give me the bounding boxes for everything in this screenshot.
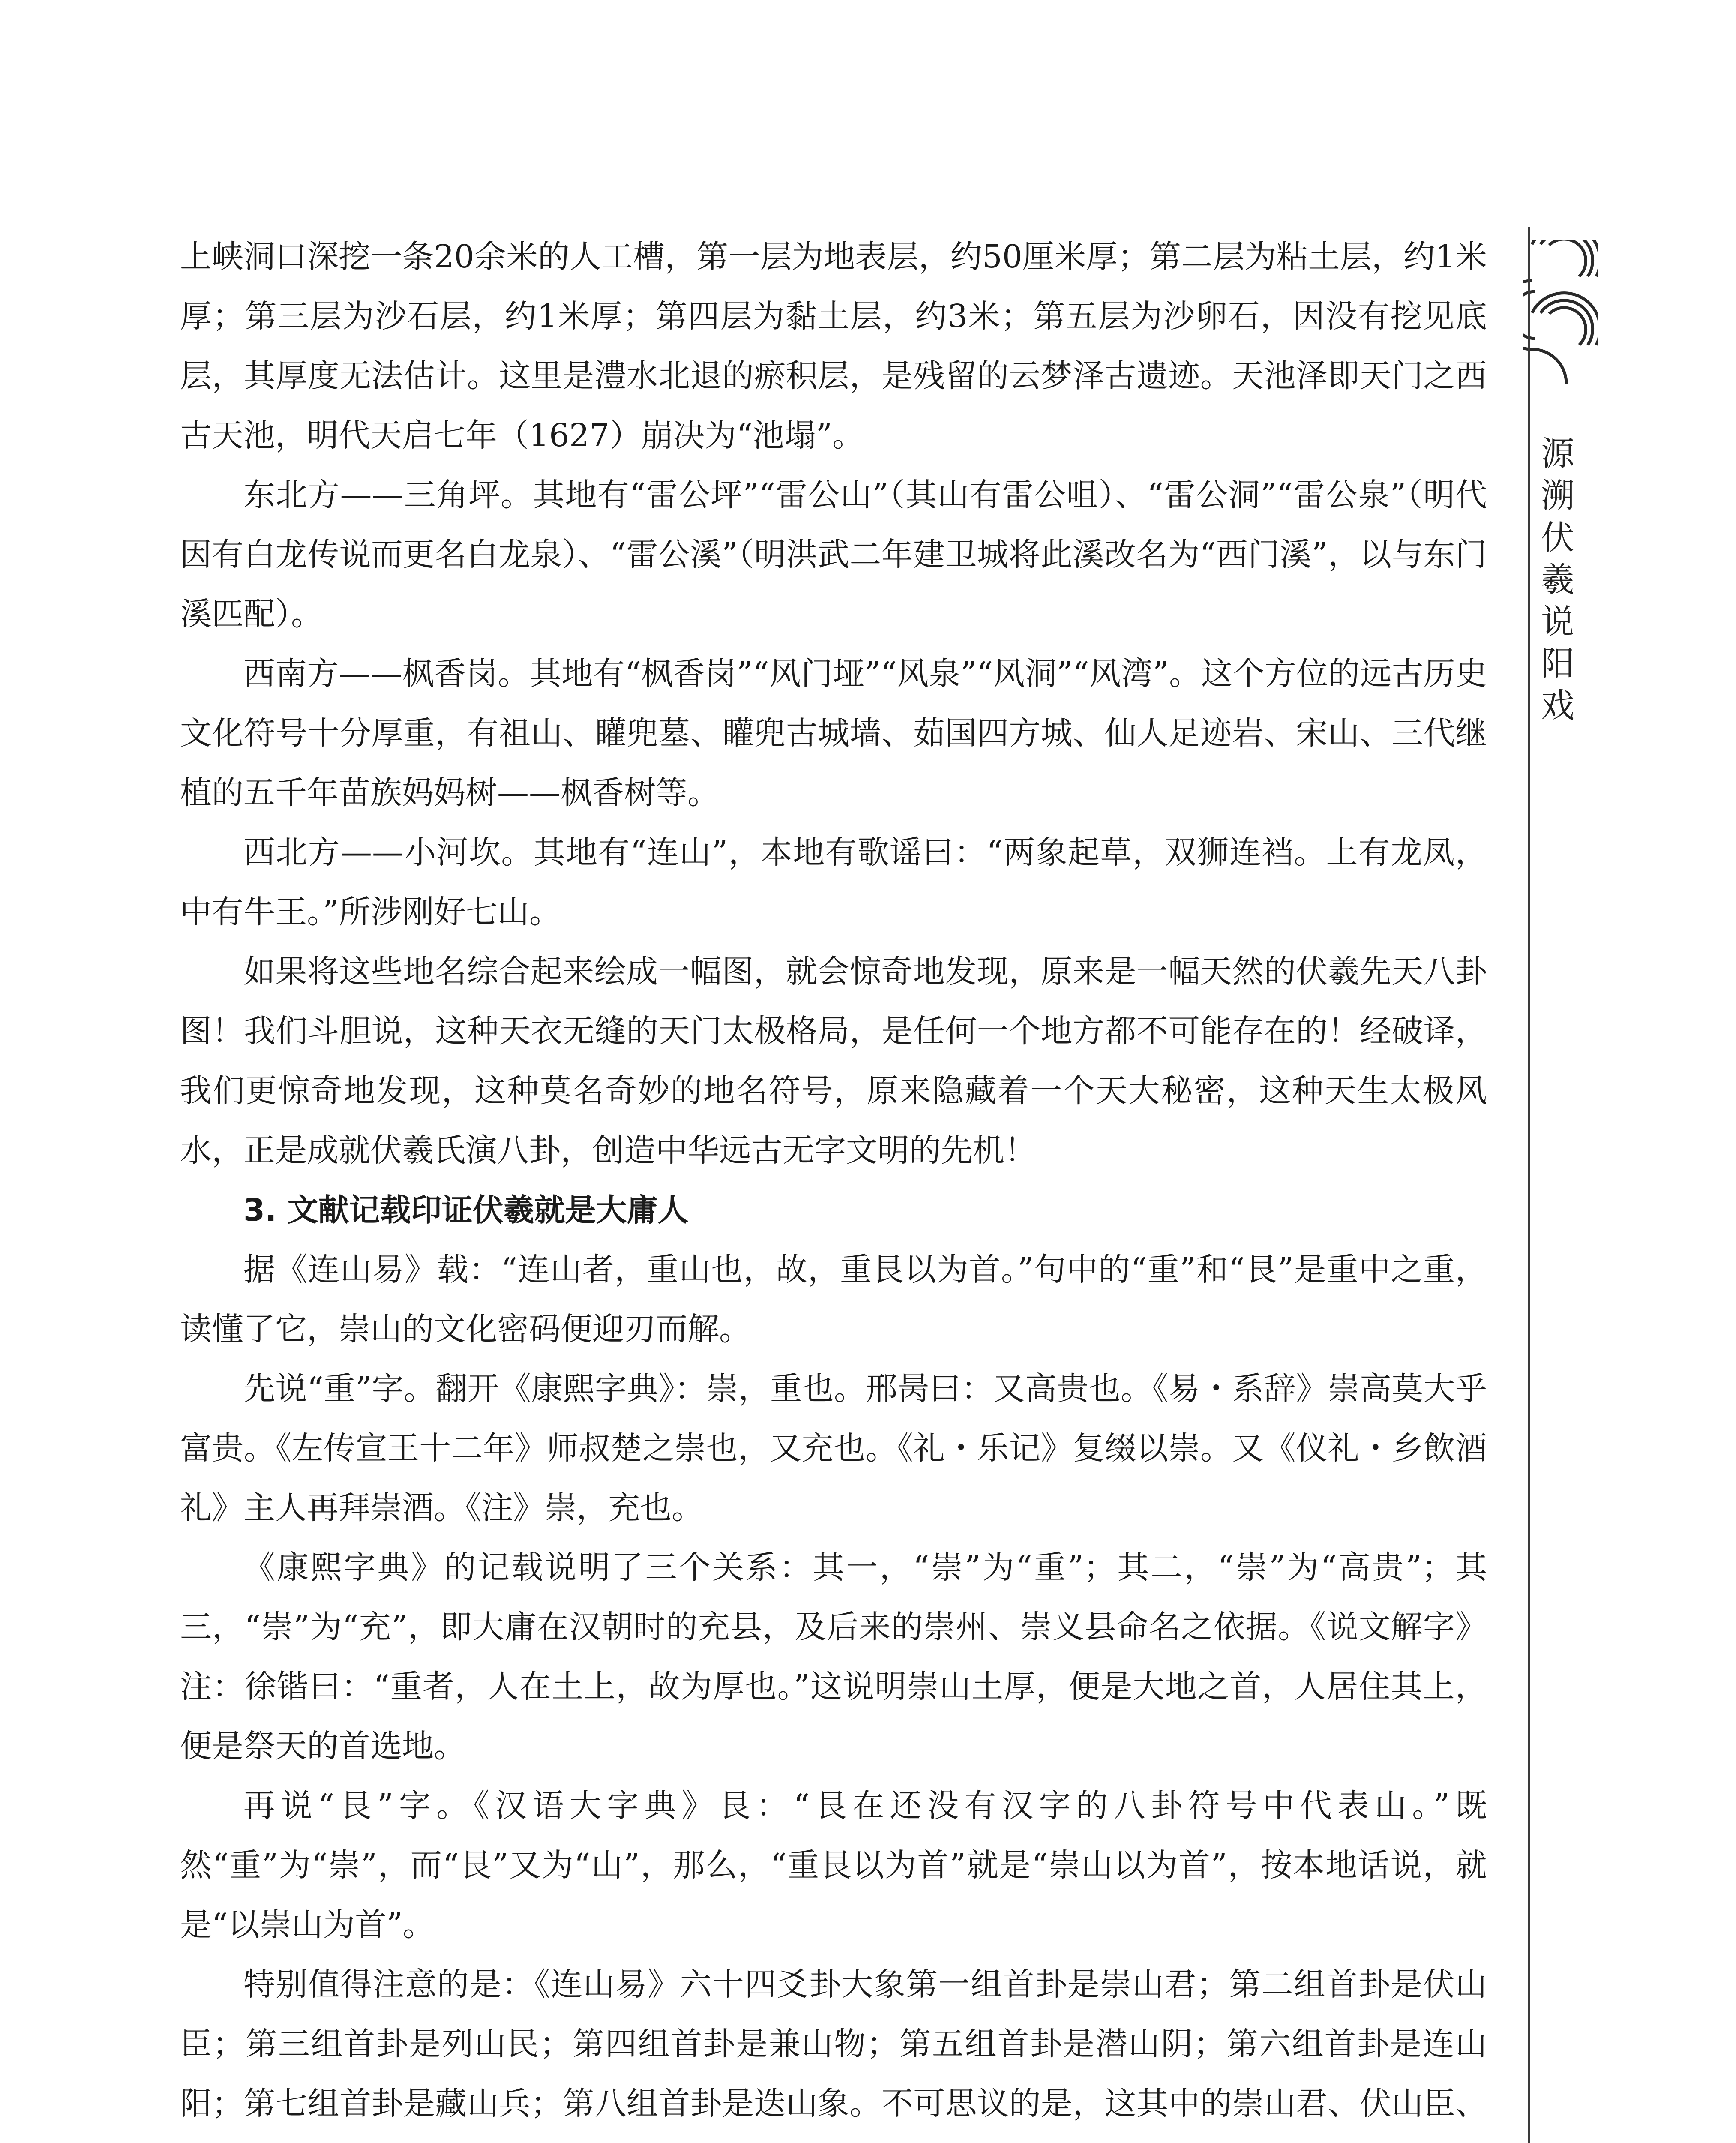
running-title-char: 源 [1541, 435, 1574, 473]
paragraph: 西北方——小河坎。其地有“连山”，本地有歌谣曰：“两象起草，双狮连裆。上有龙凤，中有牛王。”所涉刚好七山。 [180, 834, 1487, 930]
running-title-char: 羲 [1541, 561, 1574, 599]
paragraph: 特别值得注意的是：《连山易》六十四爻卦大象第一组首卦是崇山君；第二组首卦是伏山臣；第三组首卦是列山民；第四组首卦是兼山物；第五组首卦是潜山阴；第六组首卦是连山阳；第七组首卦是藏山兵；第八组首卦是迭山象。不可思议的是，这其中的崇山君、伏山臣、 [180, 1966, 1487, 2122]
margin-divider [1528, 227, 1530, 2143]
running-title [1534, 433, 1581, 727]
body-text [180, 227, 1487, 2143]
running-title-char: 阳 [1541, 645, 1574, 683]
section-heading: 3. 文献记载印证伏羲就是大庸人 [243, 1192, 689, 1228]
paragraph: 《康熙字典》的记载说明了三个关系：其一，“崇”为“重”；其二，“崇”为“高贵”；其三，“崇”为“充”，即大庸在汉朝时的充县，及后来的崇州、崇义县命名之依据。《说文解字》注：徐锴曰：“重者，人在土上，故为厚也。”这说明崇山土厚，便是大地之首，人居住其上，便是祭天的首选地。 [180, 1549, 1487, 1765]
running-title-char: 溯 [1541, 477, 1574, 515]
paragraph: 据《连山易》载：“连山者，重山也，故，重艮以为首。”句中的“重”和“艮”是重中之重，读懂了它，崇山的文化密码便迎刃而解。 [180, 1251, 1487, 1348]
cloud-scroll-ornament [1523, 240, 1598, 388]
paragraph: 再说“艮”字。《汉语大字典》艮：“艮在还没有汉字的八卦符号中代表山。”既然“重”为“崇”，而“艮”又为“山”，那么，“重艮以为首”就是“崇山以为首”，按本地话说，就是“以崇山为首”。 [180, 1787, 1487, 1943]
paragraph: 东北方——三角坪。其地有“雷公坪”“雷公山”（其山有雷公咀）、“雷公洞”“雷公泉”（明代因有白龙传说而更名白龙泉）、“雷公溪”（明洪武二年建卫城将此溪改名为“西门溪”，以与东门溪匹配）。 [180, 477, 1487, 633]
running-title-char: 戏 [1541, 687, 1574, 725]
paragraph: 如果将这些地名综合起来绘成一幅图，就会惊奇地发现，原来是一幅天然的伏羲先天八卦图！我们斗胆说，这种天衣无缝的天门太极格局，是任何一个地方都不可能存在的！经破译，我们更惊奇地发现，这种莫名奇妙的地名符号，原来隐藏着一个天大秘密，这种天生太极风水，正是成就伏羲氏演八卦，创造中华远古无字文明的先机！ [180, 953, 1487, 1169]
paragraph: 先说“重”字。翻开《康熙字典》：崇，重也。邢昺曰：又高贵也。《易・系辞》崇高莫大乎富贵。《左传宣王十二年》师叔楚之崇也，又充也。《礼・乐记》复缀以崇。又《仪礼・乡飲酒礼》主人再拜崇酒。《注》崇，充也。 [180, 1370, 1487, 1526]
running-title-char: 说 [1541, 603, 1574, 641]
paragraph: 上峡洞口深挖一条20余米的人工槽，第一层为地表层，约50厘米厚；第二层为粘土层，约1米厚；第三层为沙石层，约1米厚；第四层为黏土层，约3米；第五层为沙卵石，因没有挖见底层，其厚度无法估计。这里是澧水北退的瘀积层，是残留的云梦泽古遗迹。天池泽即天门之西古天池，明代天启七年（1627）崩决为“池塌”。 [180, 238, 1487, 454]
paragraph: 西南方——枫香岗。其地有“枫香岗”“风门垭”“风泉”“风洞”“风湾”。这个方位的远古历史文化符号十分厚重，有祖山、矔兜墓、矔兜古城墙、茹国四方城、仙人足迹岩、宋山、三代继植的五千年苗族妈妈树——枫香树等。 [180, 655, 1487, 811]
running-title-char: 伏 [1541, 519, 1574, 557]
